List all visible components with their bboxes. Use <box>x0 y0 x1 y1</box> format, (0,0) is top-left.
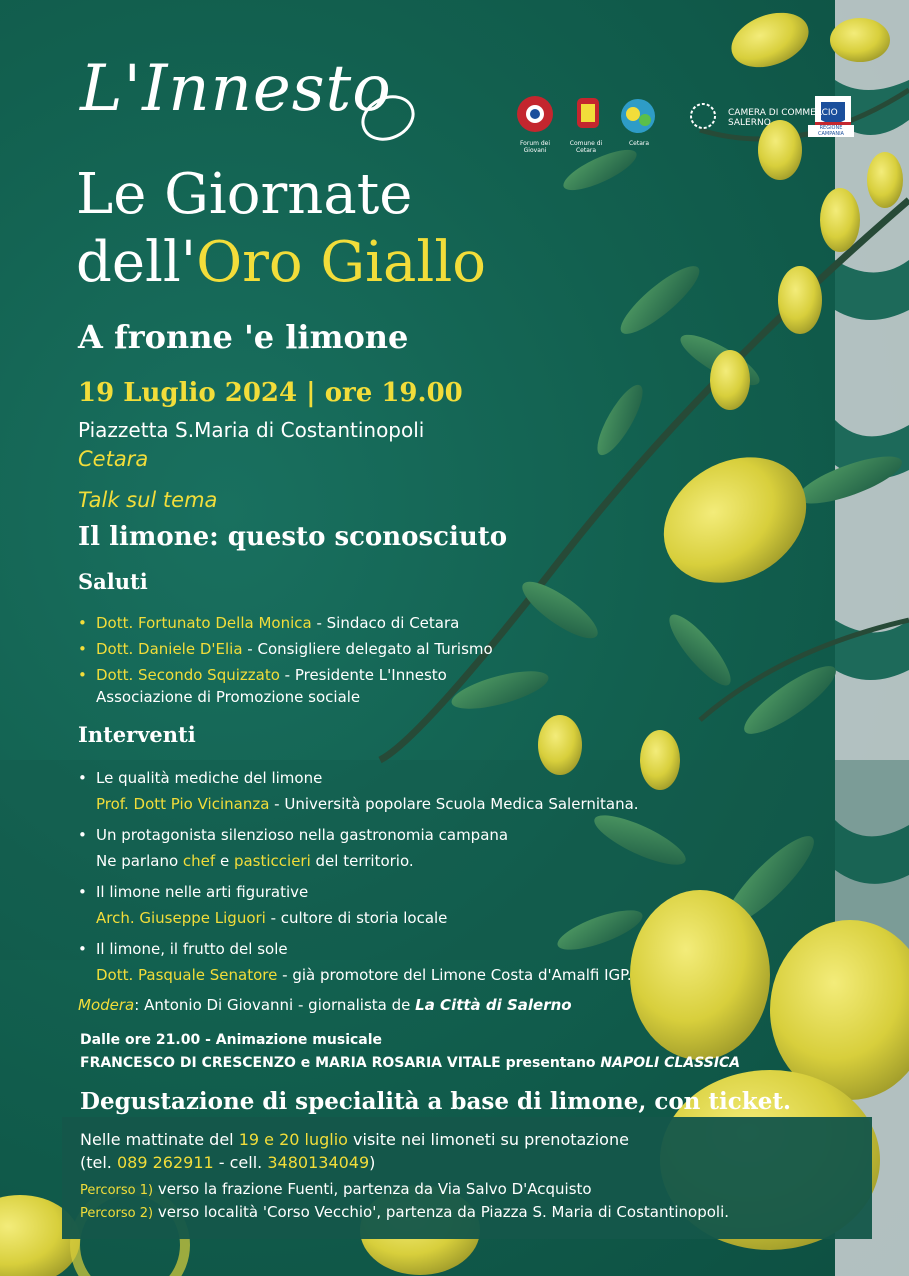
phone-number: 089 262911 <box>116 1153 214 1172</box>
talk-label: Talk sul tema <box>78 488 218 512</box>
visits-line: Nelle mattinate del 19 e 20 luglio visite nei limoneti su prenotazione <box>80 1130 629 1149</box>
event-venue: Piazzetta S.Maria di Costantinopoli <box>78 418 425 442</box>
cetara-logo-icon <box>621 99 655 133</box>
title-line-1: Le Giornate <box>76 162 413 227</box>
list-item: • Un protagonista silenzioso nella gastronomia campana Ne parlano chef e pasticcieri del territorio. <box>78 822 798 874</box>
tasting-line: Degustazione di specialità a base di limone, con ticket. <box>80 1088 791 1115</box>
list-item: • Dott. Secondo Squizzato - Presidente L'Innesto Associazione di Promozione sociale <box>78 664 638 708</box>
list-item: • Dott. Daniele D'Elia - Consigliere delegato al Turismo <box>78 638 638 660</box>
date-separator: | <box>306 378 316 408</box>
saluti-heading: Saluti <box>78 569 148 594</box>
interventi-heading: Interventi <box>78 722 196 747</box>
forum-logo-icon <box>517 96 553 132</box>
route-2: Percorso 2) verso località 'Corso Vecchio', partenza da Piazza S. Maria di Costantinopoli. <box>80 1203 730 1221</box>
music-line-2: FRANCESCO DI CRESCENZO e MARIA ROSARIA VITALE presentano NAPOLI CLASSICA <box>80 1055 741 1071</box>
title-line-2 <box>76 230 486 295</box>
talk-title: Il limone: questo sconosciuto <box>78 522 508 552</box>
contacts-line: (tel. 089 262911 - cell. 3480134049) <box>80 1153 376 1172</box>
event-date: 19 Luglio 2024 <box>78 378 298 408</box>
list-item: • Le qualità mediche del limone Prof. Dott Pio Vicinanza - Università popolare Scuola Medica Salernitana. <box>78 765 798 817</box>
lemon-outline-icon <box>350 88 420 148</box>
moderator-line: Modera: Antonio Di Giovanni - giornalista de La Città di Salerno <box>78 996 572 1014</box>
list-item: • Dott. Fortunato Della Monica - Sindaco di Cetara <box>78 612 638 634</box>
interventi-list <box>78 765 798 993</box>
comune-logo-icon <box>577 98 599 128</box>
event-date-time <box>78 378 463 408</box>
event-time: ore 19.00 <box>324 378 463 408</box>
cetara-caption: Cetara <box>628 140 650 147</box>
mobile-number: 3480134049 <box>267 1153 370 1172</box>
title-prefix: dell' <box>76 230 197 295</box>
list-item: • Il limone, il frutto del sole Dott. Pasquale Senatore - già promotore del Limone Costa d'Amalfi IGP. <box>78 936 798 988</box>
event-town: Cetara <box>78 447 149 471</box>
forum-caption: Forum dei Giovani <box>519 140 551 154</box>
list-item: • Il limone nelle arti figurative Arch. Giuseppe Liguori - cultore di storia locale <box>78 879 798 931</box>
subtitle: A fronne 'e limone <box>78 318 409 356</box>
brand-logo: L'Innesto <box>80 52 392 126</box>
comune-caption: Comune di Cetara <box>569 140 603 154</box>
music-line-1: Dalle ore 21.00 - Animazione musicale <box>80 1032 383 1048</box>
camera-caption: CAMERA DI COMMERCIO SALERNO <box>728 108 838 128</box>
saluti-list <box>78 612 638 712</box>
route-1: Percorso 1) verso la frazione Fuenti, partenza da Via Salvo D'Acquisto <box>80 1180 592 1198</box>
title-highlight: Oro Giallo <box>196 230 486 295</box>
regione-caption: REGIONE CAMPANIA <box>808 125 854 137</box>
camera-logo-icon <box>691 104 715 128</box>
